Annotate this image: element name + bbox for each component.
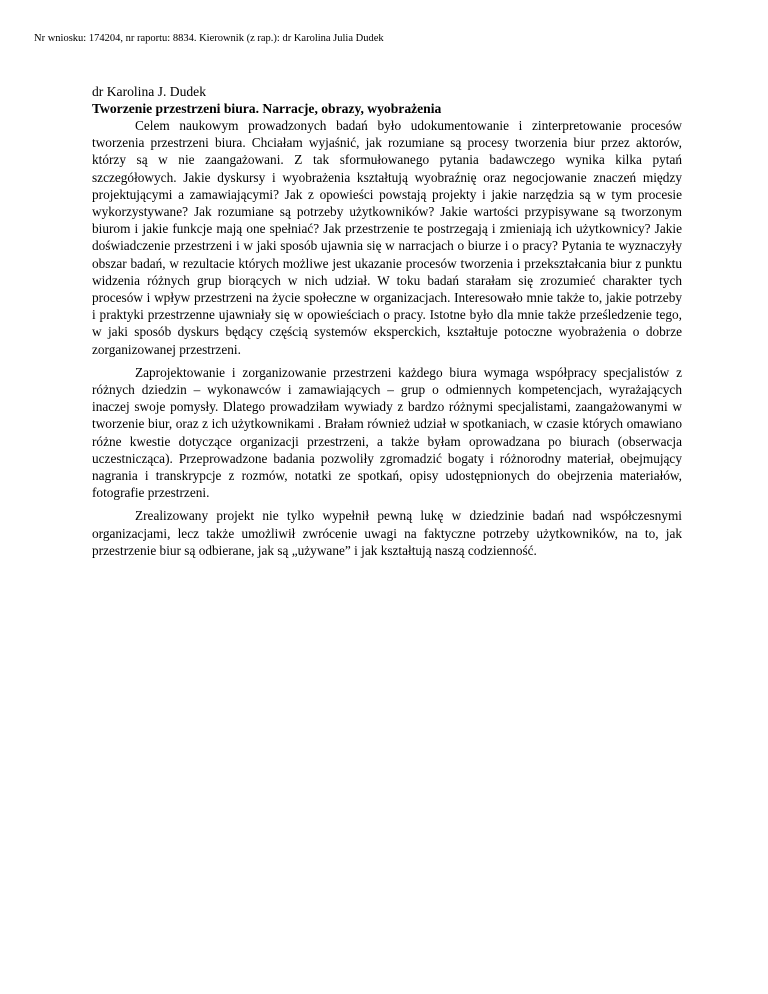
document-title: Tworzenie przestrzeni biura. Narracje, obrazy, wyobrażenia bbox=[92, 101, 442, 116]
paragraph-1: Celem naukowym prowadzonych badań było udokumentowanie i zinterpretowanie procesów tworzenia przestrzeni biura. Chciałam wyjaśnić, jak rozumiane są procesy tworzenia biur przez aktorów, którzy są w nie zaangażowani. Z tak sformułowanego pytania badawczego wynika kilka pytań szczegółowych. Jakie dyskursy i wyobrażenia kształtują wyobraźnię oraz negocjowanie znaczeń między projektującymi a zamawiającymi? Jak z opowieści powstają projekty i jakie narzędzia są w tym procesie wykorzystywane? Jak rozumiane są potrzeby użytkowników? Jakie wartości przypisywane są tworzonym biurom i jakie funkcje mają one spełniać? Jak przestrzenie te postrzegają i zmieniają ich użytkownicy? Jakie doświadczenie przestrzeni i w jaki sposób ujawnia się w narracjach o biurze i o pracy? Pytania te wyznaczyły obszar badań, w rezultacie których możliwe jest ukazanie procesów tworzenia i przekształcania biur z punktu widzenia różnych grup biorących w nich udział. W toku badań starałam się zrozumieć charakter tych procesów i wpływ przestrzeni na życie społeczne w organizacjach. Interesowało mnie także to, jakie potrzeby i praktyki przestrzenne ujawniały się w opowieściach o pracy. Istotne było dla mnie także prześledzenie tego, w jaki sposób dyskurs będący częścią systemów eksperckich, kształtuje potoczne wyobrażenia o dobrze zorganizowanej przestrzeni. bbox=[92, 118, 682, 357]
document-body bbox=[92, 83, 682, 559]
paragraph-3: Zrealizowany projekt nie tylko wypełnił pewną lukę w dziedzinie badań nad współczesnymi organizacjami, lecz także umożliwił zwrócenie uwagi na faktyczne potrzeby użytkowników, na to, jak przestrzenie biur są odbierane, jak są „używane” i jak kształtują naszą codzienność. bbox=[92, 508, 682, 558]
page-header: Nr wniosku: 174204, nr raportu: 8834. Kierownik (z rap.): dr Karolina Julia Dudek bbox=[34, 33, 384, 44]
paragraph-2: Zaprojektowanie i zorganizowanie przestrzeni każdego biura wymaga współpracy specjalistów z różnych dziedzin – wykonawców i zamawiających – grup o odmiennych kompetencjach, wyrażających inaczej swoje pomysły. Dlatego prowadziłam wywiady z bardzo różnymi specjalistami, zaangażowanymi w tworzenie biur, oraz z ich użytkownikami . Brałam również udział w spotkaniach, w czasie których omawiano różne kwestie dotyczące organizacji przestrzeni, a także byłam oprowadzana po biurach (obserwacja uczestnicząca). Przeprowadzone badania pozwoliły zgromadzić bogaty i różnorodny materiał, obejmujący nagrania i transkrypcje z rozmów, notatki ze spotkań, opisy udostępnionych do obejrzenia materiałów, fotografie przestrzeni. bbox=[92, 364, 682, 501]
author-name: dr Karolina J. Dudek bbox=[92, 84, 207, 99]
